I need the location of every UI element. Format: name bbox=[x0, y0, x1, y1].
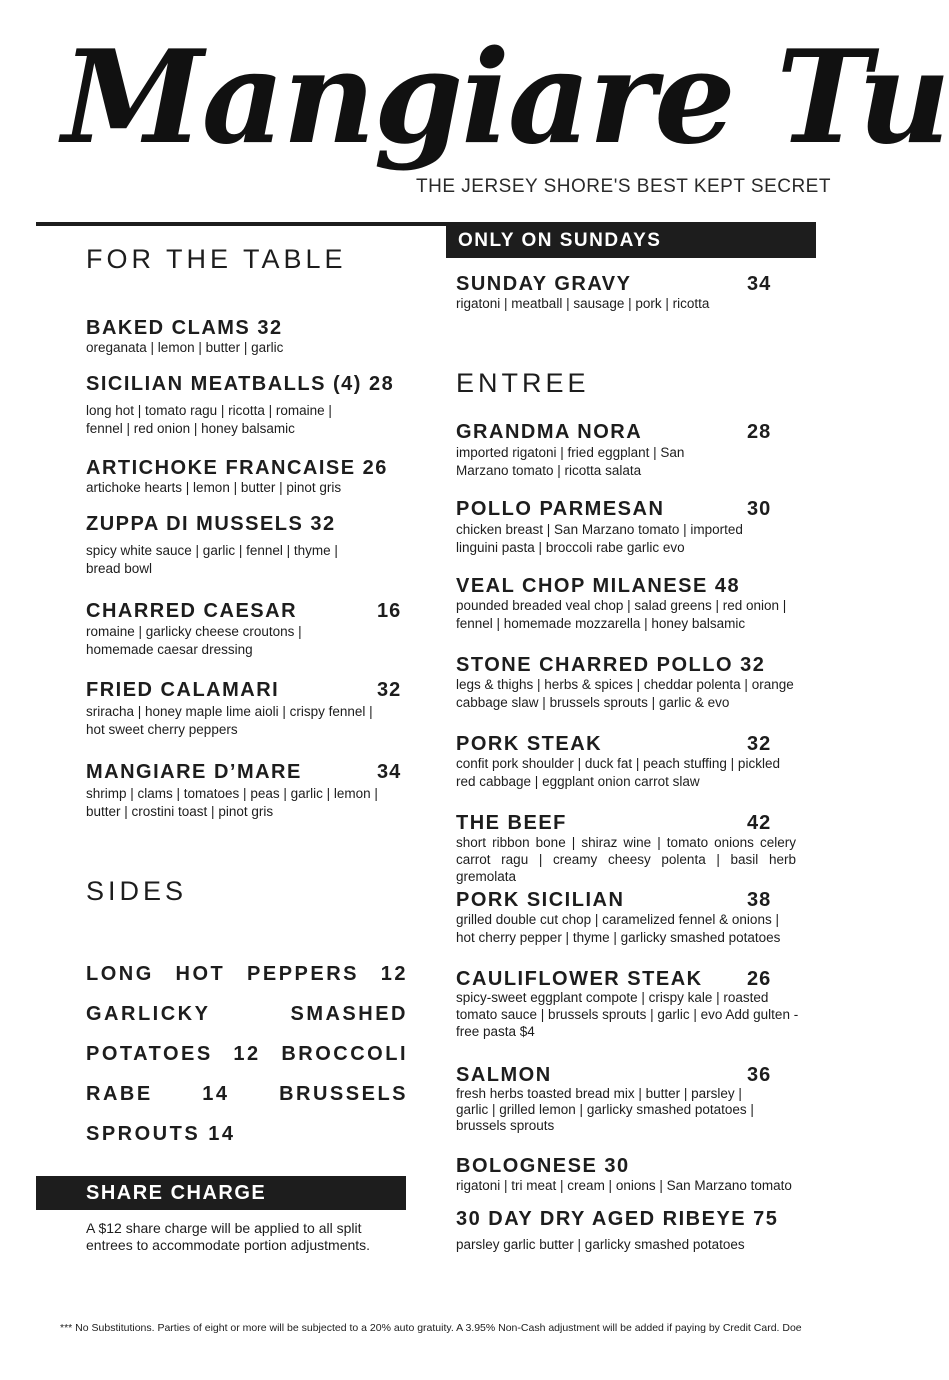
item-desc: oreganata | lemon | butter | garlic bbox=[86, 340, 284, 355]
section-title-sides: SIDES bbox=[86, 876, 188, 906]
item-desc: legs & thighs | herbs & spices | cheddar polenta | orange cabbage slaw | brussels sprouts | garlic & evo bbox=[456, 677, 794, 710]
footer-note: *** No Substitutions. Parties of eight or more will be subjected to a 20% auto gratuity. A 3.95% Non-Cash adjustment will be added if paying by Credit Card. Doe bbox=[60, 1322, 802, 1334]
item-price: 34 bbox=[377, 761, 402, 783]
item-name: SALMON bbox=[456, 1064, 552, 1086]
item-name: GRANDMA NORA bbox=[456, 421, 643, 443]
item-desc: spicy white sauce | garlic | fennel | thyme | bread bowl bbox=[86, 543, 338, 576]
item-desc: confit pork shoulder | duck fat | peach stuffing | pickled red cabbage | eggplant onion carrot slaw bbox=[456, 756, 780, 789]
item-name: CAULIFLOWER STEAK bbox=[456, 968, 703, 990]
item-name: 30 DAY DRY AGED RIBEYE 75 bbox=[456, 1208, 779, 1230]
item-name: POLLO PARMESAN bbox=[456, 498, 665, 520]
item-name: STONE CHARRED POLLO 32 bbox=[456, 654, 766, 676]
section-title-entree: ENTREE bbox=[456, 368, 590, 398]
share-charge-text: A $12 share charge will be applied to all split entrees to accommodate portion adjustments. bbox=[86, 1220, 371, 1253]
item-name: VEAL CHOP MILANESE 48 bbox=[456, 575, 741, 597]
item-desc: long hot | tomato ragu | ricotta | romaine | fennel | red onion | honey balsamic bbox=[86, 403, 332, 436]
item-name: BOLOGNESE 30 bbox=[456, 1155, 630, 1177]
item-desc: romaine | garlicky cheese croutons | homemade caesar dressing bbox=[86, 624, 302, 657]
item-name: ZUPPA DI MUSSELS 32 bbox=[86, 513, 336, 535]
item-name: MANGIARE D’MARE bbox=[86, 761, 302, 783]
item-desc: parsley garlic butter | garlicky smashed potatoes bbox=[456, 1237, 745, 1252]
item-name: SUNDAY GRAVY bbox=[456, 273, 632, 295]
item-name: ARTICHOKE FRANCAISE 26 bbox=[86, 457, 388, 479]
share-charge-banner: SHARE CHARGE bbox=[36, 1176, 406, 1210]
item-price: 26 bbox=[747, 968, 772, 990]
sides-list: LONG HOT PEPPERS 12 GARLICKY SMASHED POTATOES 12 BROCCOLI RABE 14 BRUSSELS SPROUTS 14 bbox=[86, 963, 408, 1145]
restaurant-logo: Mangiare Tu bbox=[62, 23, 949, 173]
item-name: THE BEEF bbox=[456, 812, 567, 834]
item-desc: chicken breast | San Marzano tomato | imported linguini pasta | broccoli rabe garlic evo bbox=[456, 522, 743, 555]
item-desc: fresh herbs toasted bread mix | butter | parsley | garlic | grilled lemon | garlicky smashed potatoes | brussels sprouts bbox=[456, 1086, 754, 1133]
item-desc: artichoke hearts | lemon | butter | pinot gris bbox=[86, 480, 342, 495]
item-price: 28 bbox=[747, 421, 772, 443]
item-name: PORK STEAK bbox=[456, 733, 603, 755]
section-title-for-the-table: FOR THE TABLE bbox=[86, 244, 347, 274]
item-price: 30 bbox=[747, 498, 772, 520]
item-desc: shrimp | clams | tomatoes | peas | garlic | lemon | butter | crostini toast | pinot gris bbox=[86, 786, 378, 819]
item-name: SICILIAN MEATBALLS (4) 28 bbox=[86, 373, 395, 395]
item-desc: imported rigatoni | fried eggplant | San Marzano tomato | ricotta salata bbox=[456, 445, 685, 478]
item-price: 32 bbox=[377, 679, 402, 701]
item-name: BAKED CLAMS 32 bbox=[86, 317, 283, 339]
item-desc: spicy-sweet eggplant compote | crispy kale | roasted tomato sauce | brussels sprouts | garlic | evo Add gulten - free pasta $4 bbox=[456, 990, 799, 1039]
item-name: PORK SICILIAN bbox=[456, 889, 625, 911]
item-price: 34 bbox=[747, 273, 772, 295]
item-desc: sriracha | honey maple lime aioli | crispy fennel | hot sweet cherry peppers bbox=[86, 704, 373, 737]
tagline: THE JERSEY SHORE'S BEST KEPT SECRET bbox=[416, 176, 831, 197]
item-desc: pounded breaded veal chop | salad greens | red onion | fennel | homemade mozzarella | honey balsamic bbox=[456, 598, 787, 631]
item-desc: short ribbon bone | shiraz wine | tomato onions celery carrot ragu | creamy cheesy polenta | basil herb gremolata bbox=[456, 835, 796, 884]
item-price: 36 bbox=[747, 1064, 772, 1086]
item-desc: rigatoni | tri meat | cream | onions | San Marzano tomato bbox=[456, 1178, 792, 1193]
item-price: 16 bbox=[377, 600, 402, 622]
sundays-banner: ONLY ON SUNDAYS bbox=[446, 224, 816, 258]
item-name: FRIED CALAMARI bbox=[86, 679, 280, 701]
item-desc: rigatoni | meatball | sausage | pork | ricotta bbox=[456, 296, 710, 311]
item-desc: grilled double cut chop | caramelized fennel & onions | hot cherry pepper | thyme | garlicky smashed potatoes bbox=[456, 912, 781, 945]
item-price: 38 bbox=[747, 889, 772, 911]
item-name: CHARRED CAESAR bbox=[86, 600, 298, 622]
item-price: 32 bbox=[747, 733, 772, 755]
item-price: 42 bbox=[747, 812, 772, 834]
